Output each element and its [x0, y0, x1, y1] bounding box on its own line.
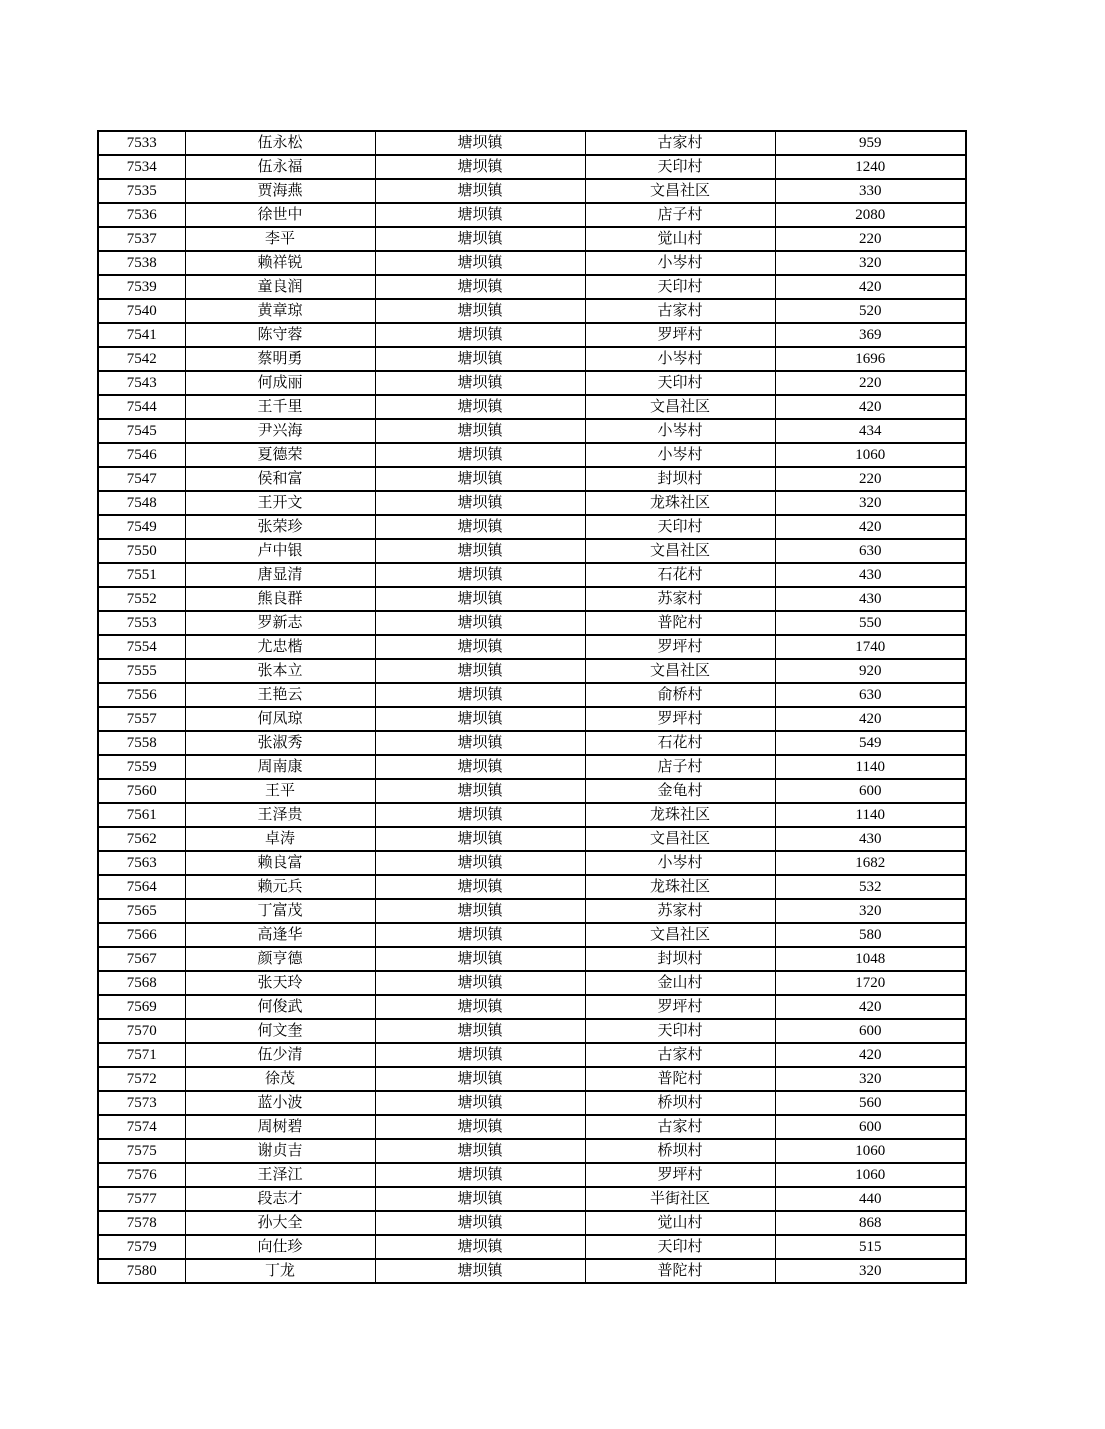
- table-row: [98, 467, 966, 491]
- cell-village: 金龟村: [585, 779, 775, 803]
- cell-village: 苏家村: [585, 587, 775, 611]
- cell-amount: 320: [775, 1067, 966, 1091]
- cell-amount: 580: [775, 923, 966, 947]
- cell-town: 塘坝镇: [375, 1259, 585, 1283]
- cell-town: 塘坝镇: [375, 875, 585, 899]
- cell-id: 7570: [98, 1019, 185, 1043]
- cell-id: 7535: [98, 179, 185, 203]
- table-row: [98, 731, 966, 755]
- table-row: [98, 683, 966, 707]
- cell-id: 7561: [98, 803, 185, 827]
- table-row: [98, 707, 966, 731]
- table-row: [98, 1091, 966, 1115]
- cell-amount: 1682: [775, 851, 966, 875]
- cell-village: 天印村: [585, 1019, 775, 1043]
- table-row: [98, 851, 966, 875]
- cell-id: 7545: [98, 419, 185, 443]
- cell-town: 塘坝镇: [375, 227, 585, 251]
- cell-village: 罗坪村: [585, 707, 775, 731]
- table-row: [98, 971, 966, 995]
- cell-name: 何文奎: [185, 1019, 375, 1043]
- cell-name: 尤忠楷: [185, 635, 375, 659]
- table-row: [98, 779, 966, 803]
- cell-town: 塘坝镇: [375, 971, 585, 995]
- table-row: [98, 1163, 966, 1187]
- cell-village: 文昌社区: [585, 179, 775, 203]
- cell-town: 塘坝镇: [375, 1067, 585, 1091]
- cell-id: 7536: [98, 203, 185, 227]
- cell-town: 塘坝镇: [375, 923, 585, 947]
- cell-town: 塘坝镇: [375, 659, 585, 683]
- cell-village: 半街社区: [585, 1187, 775, 1211]
- cell-id: 7543: [98, 371, 185, 395]
- cell-name: 罗新志: [185, 611, 375, 635]
- cell-village: 天印村: [585, 1235, 775, 1259]
- cell-name: 童良润: [185, 275, 375, 299]
- cell-id: 7547: [98, 467, 185, 491]
- cell-id: 7550: [98, 539, 185, 563]
- cell-village: 龙珠社区: [585, 875, 775, 899]
- cell-town: 塘坝镇: [375, 683, 585, 707]
- table-row: [98, 419, 966, 443]
- cell-name: 谢贞吉: [185, 1139, 375, 1163]
- table-row: [98, 1139, 966, 1163]
- cell-id: 7567: [98, 947, 185, 971]
- cell-id: 7558: [98, 731, 185, 755]
- cell-amount: 600: [775, 779, 966, 803]
- cell-town: 塘坝镇: [375, 731, 585, 755]
- cell-town: 塘坝镇: [375, 1043, 585, 1067]
- cell-id: 7578: [98, 1211, 185, 1235]
- beneficiary-table: [97, 130, 967, 1284]
- table-row: [98, 923, 966, 947]
- cell-id: 7559: [98, 755, 185, 779]
- cell-town: 塘坝镇: [375, 491, 585, 515]
- cell-name: 贾海燕: [185, 179, 375, 203]
- cell-amount: 320: [775, 251, 966, 275]
- cell-village: 天印村: [585, 515, 775, 539]
- table-row: [98, 635, 966, 659]
- table-row: [98, 563, 966, 587]
- cell-amount: 420: [775, 395, 966, 419]
- cell-id: 7552: [98, 587, 185, 611]
- table-row: [98, 1019, 966, 1043]
- cell-village: 普陀村: [585, 1067, 775, 1091]
- cell-id: 7555: [98, 659, 185, 683]
- cell-town: 塘坝镇: [375, 1115, 585, 1139]
- cell-town: 塘坝镇: [375, 1091, 585, 1115]
- cell-name: 蓝小波: [185, 1091, 375, 1115]
- cell-village: 小岑村: [585, 251, 775, 275]
- cell-amount: 920: [775, 659, 966, 683]
- cell-name: 蔡明勇: [185, 347, 375, 371]
- cell-name: 高逢华: [185, 923, 375, 947]
- cell-id: 7542: [98, 347, 185, 371]
- cell-village: 龙珠社区: [585, 803, 775, 827]
- cell-amount: 1240: [775, 155, 966, 179]
- cell-name: 熊良群: [185, 587, 375, 611]
- cell-name: 侯和富: [185, 467, 375, 491]
- table-row: [98, 995, 966, 1019]
- cell-name: 陈守蓉: [185, 323, 375, 347]
- cell-town: 塘坝镇: [375, 1211, 585, 1235]
- table-row: [98, 539, 966, 563]
- cell-amount: 959: [775, 131, 966, 155]
- cell-id: 7546: [98, 443, 185, 467]
- cell-amount: 320: [775, 899, 966, 923]
- cell-id: 7560: [98, 779, 185, 803]
- cell-town: 塘坝镇: [375, 995, 585, 1019]
- table-row: [98, 755, 966, 779]
- table-row: [98, 179, 966, 203]
- cell-amount: 1140: [775, 803, 966, 827]
- table-row: [98, 1067, 966, 1091]
- cell-amount: 430: [775, 587, 966, 611]
- cell-amount: 420: [775, 707, 966, 731]
- cell-id: 7549: [98, 515, 185, 539]
- cell-name: 王泽贵: [185, 803, 375, 827]
- cell-amount: 1048: [775, 947, 966, 971]
- cell-village: 古家村: [585, 1115, 775, 1139]
- cell-town: 塘坝镇: [375, 1019, 585, 1043]
- cell-id: 7565: [98, 899, 185, 923]
- cell-town: 塘坝镇: [375, 299, 585, 323]
- cell-village: 古家村: [585, 299, 775, 323]
- cell-town: 塘坝镇: [375, 755, 585, 779]
- table-row: [98, 899, 966, 923]
- cell-id: 7537: [98, 227, 185, 251]
- cell-town: 塘坝镇: [375, 155, 585, 179]
- cell-id: 7556: [98, 683, 185, 707]
- cell-town: 塘坝镇: [375, 635, 585, 659]
- cell-name: 丁龙: [185, 1259, 375, 1283]
- table-row: [98, 947, 966, 971]
- cell-id: 7541: [98, 323, 185, 347]
- cell-name: 王艳云: [185, 683, 375, 707]
- cell-name: 王开文: [185, 491, 375, 515]
- table-row: [98, 1235, 966, 1259]
- cell-town: 塘坝镇: [375, 347, 585, 371]
- cell-amount: 1060: [775, 1139, 966, 1163]
- cell-name: 何凤琼: [185, 707, 375, 731]
- cell-name: 王千里: [185, 395, 375, 419]
- cell-town: 塘坝镇: [375, 395, 585, 419]
- cell-town: 塘坝镇: [375, 827, 585, 851]
- cell-name: 唐显清: [185, 563, 375, 587]
- cell-id: 7544: [98, 395, 185, 419]
- cell-town: 塘坝镇: [375, 803, 585, 827]
- table-row: [98, 131, 966, 155]
- cell-name: 丁富茂: [185, 899, 375, 923]
- cell-village: 金山村: [585, 971, 775, 995]
- cell-amount: 549: [775, 731, 966, 755]
- cell-amount: 430: [775, 563, 966, 587]
- cell-id: 7573: [98, 1091, 185, 1115]
- cell-amount: 1060: [775, 1163, 966, 1187]
- cell-amount: 420: [775, 275, 966, 299]
- cell-id: 7551: [98, 563, 185, 587]
- cell-id: 7580: [98, 1259, 185, 1283]
- cell-name: 颜亨德: [185, 947, 375, 971]
- cell-town: 塘坝镇: [375, 851, 585, 875]
- cell-village: 店子村: [585, 755, 775, 779]
- cell-amount: 515: [775, 1235, 966, 1259]
- cell-id: 7553: [98, 611, 185, 635]
- cell-amount: 320: [775, 491, 966, 515]
- cell-village: 店子村: [585, 203, 775, 227]
- cell-village: 小岑村: [585, 443, 775, 467]
- cell-name: 孙大全: [185, 1211, 375, 1235]
- cell-village: 封坝村: [585, 467, 775, 491]
- cell-name: 伍永福: [185, 155, 375, 179]
- cell-name: 伍永松: [185, 131, 375, 155]
- cell-name: 李平: [185, 227, 375, 251]
- table-row: [98, 491, 966, 515]
- cell-village: 普陀村: [585, 611, 775, 635]
- cell-name: 尹兴海: [185, 419, 375, 443]
- cell-id: 7538: [98, 251, 185, 275]
- cell-village: 小岑村: [585, 851, 775, 875]
- cell-amount: 1740: [775, 635, 966, 659]
- cell-town: 塘坝镇: [375, 467, 585, 491]
- cell-name: 卢中银: [185, 539, 375, 563]
- cell-name: 黄章琼: [185, 299, 375, 323]
- cell-village: 觉山村: [585, 1211, 775, 1235]
- table-row: [98, 587, 966, 611]
- cell-name: 张淑秀: [185, 731, 375, 755]
- cell-amount: 532: [775, 875, 966, 899]
- cell-village: 天印村: [585, 275, 775, 299]
- table-row: [98, 803, 966, 827]
- cell-village: 苏家村: [585, 899, 775, 923]
- cell-village: 封坝村: [585, 947, 775, 971]
- cell-amount: 434: [775, 419, 966, 443]
- cell-village: 石花村: [585, 731, 775, 755]
- cell-id: 7564: [98, 875, 185, 899]
- cell-name: 张荣珍: [185, 515, 375, 539]
- cell-town: 塘坝镇: [375, 1139, 585, 1163]
- cell-town: 塘坝镇: [375, 539, 585, 563]
- cell-town: 塘坝镇: [375, 1235, 585, 1259]
- cell-name: 王平: [185, 779, 375, 803]
- cell-village: 桥坝村: [585, 1091, 775, 1115]
- table-row: [98, 155, 966, 179]
- cell-amount: 330: [775, 179, 966, 203]
- cell-id: 7539: [98, 275, 185, 299]
- cell-town: 塘坝镇: [375, 947, 585, 971]
- cell-village: 古家村: [585, 131, 775, 155]
- cell-town: 塘坝镇: [375, 611, 585, 635]
- cell-id: 7534: [98, 155, 185, 179]
- cell-amount: 2080: [775, 203, 966, 227]
- cell-village: 天印村: [585, 155, 775, 179]
- cell-name: 赖祥锐: [185, 251, 375, 275]
- table-row: [98, 1259, 966, 1283]
- cell-village: 桥坝村: [585, 1139, 775, 1163]
- cell-name: 伍少清: [185, 1043, 375, 1067]
- cell-village: 罗坪村: [585, 1163, 775, 1187]
- table-row: [98, 395, 966, 419]
- cell-amount: 420: [775, 995, 966, 1019]
- table-row: [98, 323, 966, 347]
- cell-amount: 630: [775, 539, 966, 563]
- cell-id: 7566: [98, 923, 185, 947]
- table-row: [98, 827, 966, 851]
- cell-village: 普陀村: [585, 1259, 775, 1283]
- cell-amount: 520: [775, 299, 966, 323]
- cell-amount: 868: [775, 1211, 966, 1235]
- cell-amount: 220: [775, 371, 966, 395]
- cell-village: 龙珠社区: [585, 491, 775, 515]
- cell-id: 7562: [98, 827, 185, 851]
- cell-amount: 220: [775, 467, 966, 491]
- table-row: [98, 1187, 966, 1211]
- cell-amount: 1696: [775, 347, 966, 371]
- cell-town: 塘坝镇: [375, 251, 585, 275]
- table-row: [98, 251, 966, 275]
- cell-name: 徐茂: [185, 1067, 375, 1091]
- cell-town: 塘坝镇: [375, 131, 585, 155]
- table-row: [98, 659, 966, 683]
- cell-amount: 220: [775, 227, 966, 251]
- cell-name: 夏德荣: [185, 443, 375, 467]
- cell-town: 塘坝镇: [375, 899, 585, 923]
- cell-town: 塘坝镇: [375, 515, 585, 539]
- cell-id: 7571: [98, 1043, 185, 1067]
- cell-amount: 440: [775, 1187, 966, 1211]
- cell-amount: 550: [775, 611, 966, 635]
- cell-village: 古家村: [585, 1043, 775, 1067]
- cell-amount: 369: [775, 323, 966, 347]
- cell-village: 文昌社区: [585, 659, 775, 683]
- cell-amount: 420: [775, 515, 966, 539]
- table-body: [98, 131, 966, 1283]
- cell-town: 塘坝镇: [375, 707, 585, 731]
- cell-id: 7533: [98, 131, 185, 155]
- cell-name: 卓涛: [185, 827, 375, 851]
- cell-id: 7579: [98, 1235, 185, 1259]
- cell-amount: 1060: [775, 443, 966, 467]
- cell-name: 周树碧: [185, 1115, 375, 1139]
- cell-name: 何成丽: [185, 371, 375, 395]
- table-row: [98, 227, 966, 251]
- cell-village: 小岑村: [585, 419, 775, 443]
- table-row: [98, 299, 966, 323]
- cell-town: 塘坝镇: [375, 323, 585, 347]
- cell-id: 7577: [98, 1187, 185, 1211]
- cell-id: 7554: [98, 635, 185, 659]
- cell-id: 7563: [98, 851, 185, 875]
- cell-amount: 320: [775, 1259, 966, 1283]
- cell-id: 7569: [98, 995, 185, 1019]
- cell-amount: 430: [775, 827, 966, 851]
- cell-town: 塘坝镇: [375, 779, 585, 803]
- table-row: [98, 347, 966, 371]
- cell-id: 7568: [98, 971, 185, 995]
- cell-amount: 420: [775, 1043, 966, 1067]
- cell-village: 天印村: [585, 371, 775, 395]
- table-row: [98, 443, 966, 467]
- cell-village: 罗坪村: [585, 323, 775, 347]
- cell-amount: 560: [775, 1091, 966, 1115]
- table-row: [98, 1115, 966, 1139]
- cell-town: 塘坝镇: [375, 1163, 585, 1187]
- cell-town: 塘坝镇: [375, 275, 585, 299]
- cell-town: 塘坝镇: [375, 1187, 585, 1211]
- cell-name: 周南康: [185, 755, 375, 779]
- cell-id: 7557: [98, 707, 185, 731]
- cell-town: 塘坝镇: [375, 563, 585, 587]
- cell-village: 觉山村: [585, 227, 775, 251]
- cell-village: 文昌社区: [585, 395, 775, 419]
- cell-town: 塘坝镇: [375, 443, 585, 467]
- cell-name: 徐世中: [185, 203, 375, 227]
- cell-village: 罗坪村: [585, 635, 775, 659]
- cell-village: 俞桥村: [585, 683, 775, 707]
- table-row: [98, 875, 966, 899]
- cell-amount: 1720: [775, 971, 966, 995]
- cell-name: 段志才: [185, 1187, 375, 1211]
- cell-town: 塘坝镇: [375, 587, 585, 611]
- cell-id: 7572: [98, 1067, 185, 1091]
- cell-village: 罗坪村: [585, 995, 775, 1019]
- cell-name: 赖良富: [185, 851, 375, 875]
- table-row: [98, 515, 966, 539]
- cell-amount: 600: [775, 1019, 966, 1043]
- cell-village: 石花村: [585, 563, 775, 587]
- table-row: [98, 371, 966, 395]
- cell-id: 7576: [98, 1163, 185, 1187]
- cell-name: 向仕珍: [185, 1235, 375, 1259]
- table-row: [98, 203, 966, 227]
- cell-village: 小岑村: [585, 347, 775, 371]
- table-row: [98, 1211, 966, 1235]
- cell-id: 7574: [98, 1115, 185, 1139]
- cell-name: 何俊武: [185, 995, 375, 1019]
- table-row: [98, 1043, 966, 1067]
- cell-town: 塘坝镇: [375, 371, 585, 395]
- cell-village: 文昌社区: [585, 923, 775, 947]
- cell-name: 张天玲: [185, 971, 375, 995]
- cell-town: 塘坝镇: [375, 179, 585, 203]
- cell-amount: 630: [775, 683, 966, 707]
- cell-village: 文昌社区: [585, 539, 775, 563]
- table-row: [98, 611, 966, 635]
- cell-amount: 1140: [775, 755, 966, 779]
- cell-id: 7548: [98, 491, 185, 515]
- cell-id: 7540: [98, 299, 185, 323]
- cell-village: 文昌社区: [585, 827, 775, 851]
- cell-id: 7575: [98, 1139, 185, 1163]
- table-row: [98, 275, 966, 299]
- cell-town: 塘坝镇: [375, 419, 585, 443]
- cell-name: 赖元兵: [185, 875, 375, 899]
- cell-name: 王泽江: [185, 1163, 375, 1187]
- cell-name: 张本立: [185, 659, 375, 683]
- cell-amount: 600: [775, 1115, 966, 1139]
- cell-town: 塘坝镇: [375, 203, 585, 227]
